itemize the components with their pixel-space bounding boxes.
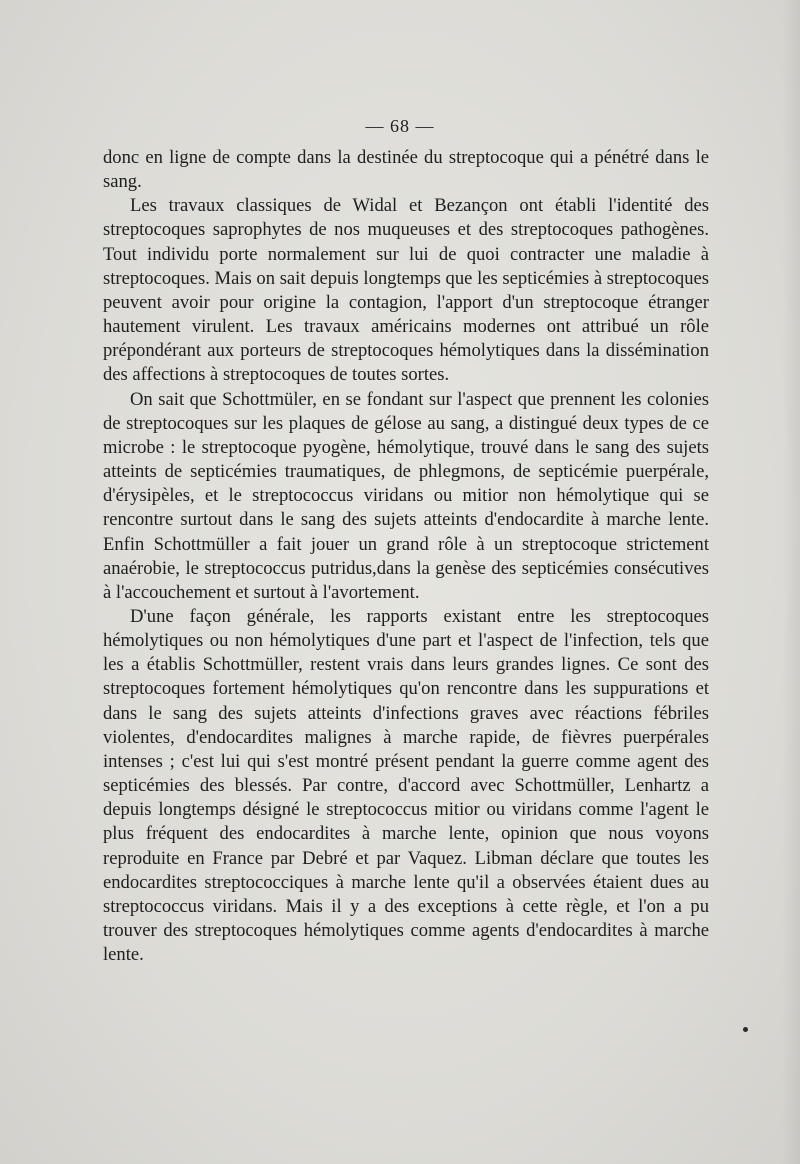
- paragraph-3: On sait que Schottmüler, en se fondant sur l'aspect que prennent les colonies de streptocoques sur les plaques de gélose au sang, a distingué deux types de ce microbe : le streptocoque pyogène, hémolytique, trouvé dans le sang des sujets atteints de septicémies traumatiques, de phlegmons, de septicémie puerpérale, d'érysipèles, et le streptococcus viridans ou mitior non hémolytique qui se rencontre surtout dans le sang des sujets atteints d'endocardite à marche lente. Enfin Schottmüller a fait jouer un grand rôle à un streptocoque strictement anaérobie, le streptococcus putridus,dans la genèse des septicémies consécutives à l'accouchement et surtout à l'avortement.: [103, 388, 709, 603]
- body-text: [103, 146, 709, 967]
- page-number: — 68 —: [365, 116, 435, 136]
- paragraph-2: Les travaux classiques de Widal et Bezançon ont établi l'identité des streptocoques saprophytes de nos muqueuses et des streptocoques pathogènes. Tout individu porte normalement sur lui de quoi contracter une maladie à streptocoques. Mais on sait depuis longtemps que les septicémies à streptocoques peuvent avoir pour origine la contagion, l'apport d'un streptocoque étranger hautement virulent. Les travaux américains modernes ont attribué un rôle prépondérant aux porteurs de streptocoques hémolytiques dans la dissémination des affections à streptocoques de toutes sortes.: [103, 195, 709, 386]
- ink-speck: [743, 1027, 748, 1032]
- paragraph-1: donc en ligne de compte dans la destinée du streptocoque qui a pénétré dans le sang.: [103, 147, 709, 193]
- page-edge-shadow: [782, 0, 800, 1164]
- paragraph-4: D'une façon générale, les rapports existant entre les streptocoques hémolytiques ou non hémolytiques d'une part et l'aspect de l'infection, tels que les a établis Schottmüller, restent vrais dans leurs grandes lignes. Ce sont des streptocoques fortement hémolytiques qu'on rencontre dans les suppurations et dans le sang des sujets atteints d'infections graves avec réactions fébriles violentes, d'endocardites malignes à marche rapide, de fièvres puerpérales intenses ; c'est lui qui s'est montré présent pendant la guerre comme agent des septicémies des blessés. Par contre, d'accord avec Schottmüller, Lenhartz a depuis longtemps désigné le streptococcus mitior ou viridans comme l'agent le plus fréquent des endocardites à marche lente, opinion que nous voyons reproduite en France par Debré et par Vaquez. Libman déclare que toutes les endocardites streptococciques à marche lente qu'il a observées étaient dues au streptococcus viridans. Mais il y a des exceptions à cette règle, et l'on a pu trouver des streptocoques hémolytiques comme agents d'endocardites à marche lente.: [103, 605, 709, 966]
